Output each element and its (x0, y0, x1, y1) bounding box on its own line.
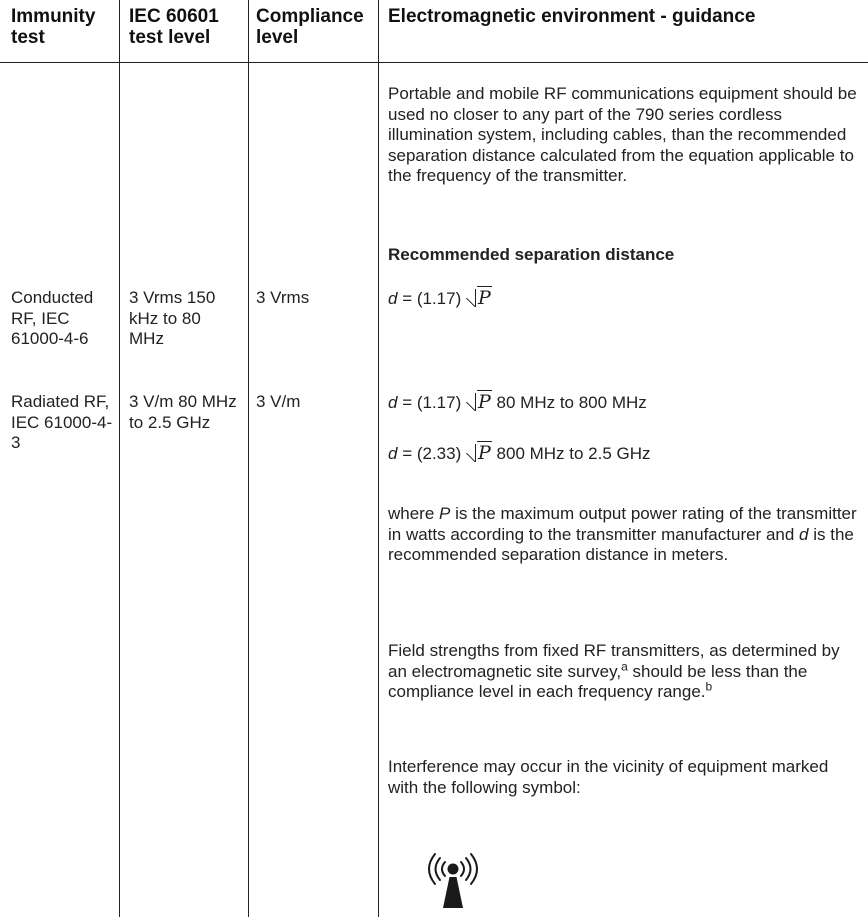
column-divider-3 (378, 0, 379, 917)
row-2-equation-2: d = (2.33) P 800 MHz to 2.5 GHz (388, 442, 651, 464)
row-2-test-level: 3 V/m 80 MHz to 2.5 GHz (129, 392, 237, 432)
interference-paragraph: Interference may occur in the vicinity of equipment marked with the following symbol: (388, 757, 829, 797)
guidance-intro: Portable and mobile RF communications equipment should be used no closer to any part of the 790 series cordless illumination system, including cables, than the recommended separation distance calculated from the equation applicable to the frequency of the transmitter. (388, 84, 857, 185)
header-compliance-level: Compliance level (256, 6, 364, 48)
header-guidance: Electromagnetic environment - guidance (388, 6, 756, 27)
row-1-test: Conducted RF, IEC 61000-4-6 (11, 288, 94, 348)
column-divider-2 (248, 0, 249, 917)
square-root-icon: P (466, 442, 492, 465)
row-1-test-level: 3 Vrms 150 kHz to 80 MHz (129, 288, 216, 348)
row-2-test: Radiated RF, IEC 61000-4-3 (11, 392, 113, 452)
header-rule (0, 62, 868, 63)
row-1-equation: d = (1.17) P (388, 287, 491, 309)
non-ionizing-radiation-icon (421, 848, 501, 910)
row-2-compliance: 3 V/m (256, 392, 301, 411)
row-2-equation-1: d = (1.17) P 80 MHz to 800 MHz (388, 391, 647, 413)
where-paragraph: where P is the maximum output power rating of the transmitter in watts according to the transmitter manufacturer and d is the recommended separation distance in meters. (388, 504, 857, 564)
square-root-icon: P (466, 391, 492, 414)
field-strengths-paragraph: Field strengths from fixed RF transmitters, as determined by an electromagnetic site survey,$^a$ should be less than the compliance level in each frequency range.$^b$ (388, 641, 840, 701)
square-root-icon: P (466, 287, 492, 310)
header-immunity-test: Immunity test (11, 6, 96, 48)
header-test-level: IEC 60601 test level (129, 6, 219, 48)
guidance-heading: Recommended separation distance (388, 245, 675, 264)
row-1-compliance: 3 Vrms (256, 288, 310, 307)
column-divider-1 (119, 0, 120, 917)
